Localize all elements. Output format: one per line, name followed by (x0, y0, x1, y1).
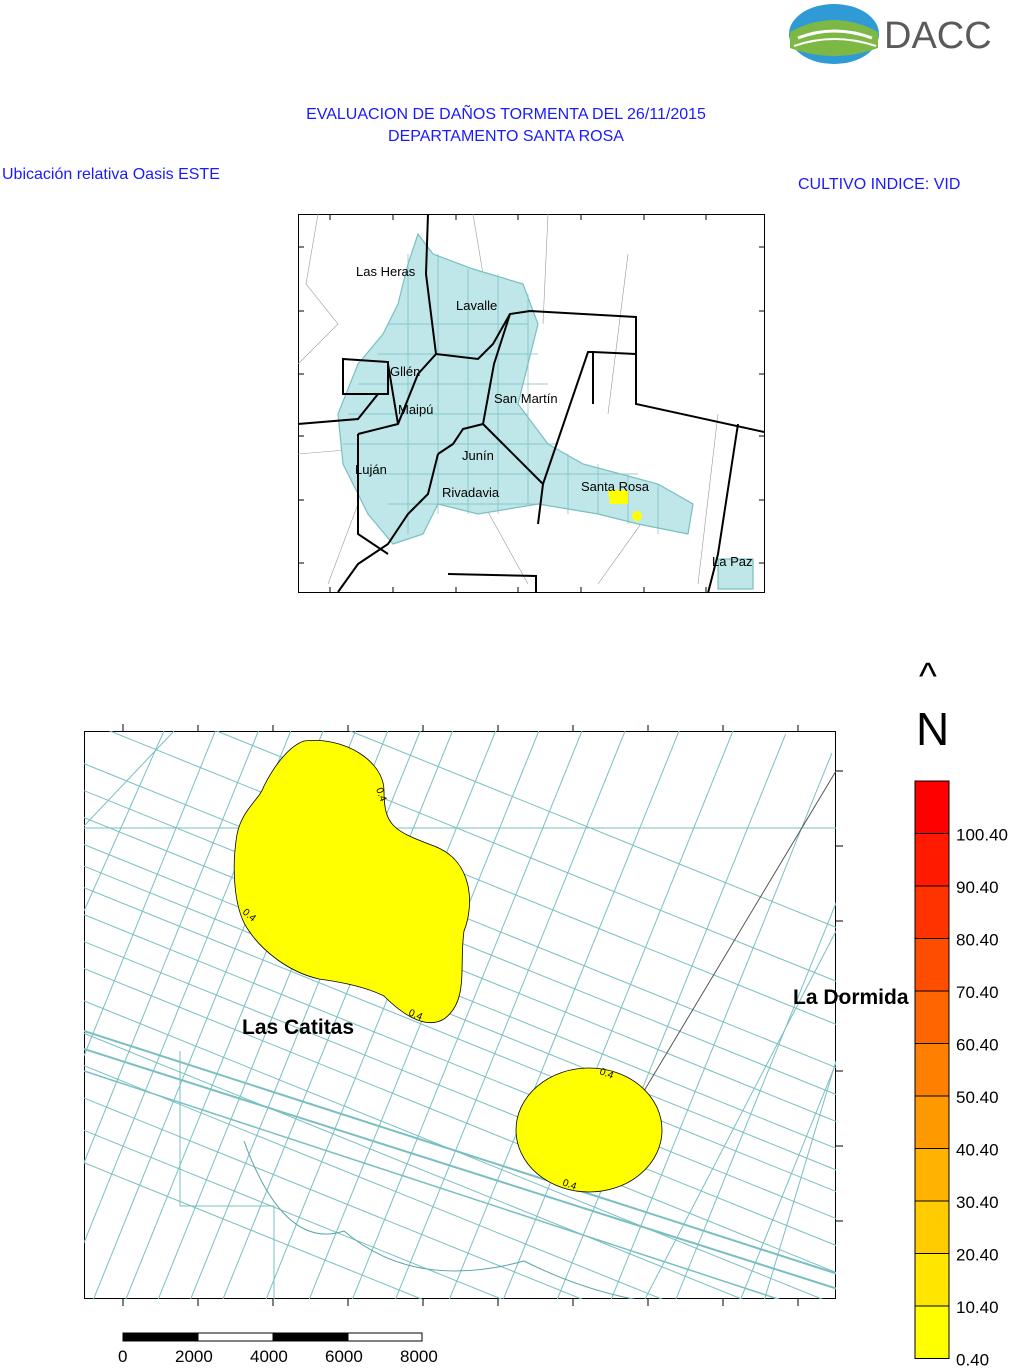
dept-label-las-heras: Las Heras (356, 264, 416, 279)
dept-label-santa-rosa: Santa Rosa (581, 479, 649, 494)
contour-label-3: 0.4 (406, 1007, 424, 1023)
legend-band (915, 1149, 949, 1202)
legend-tick-label: 80.40 (956, 930, 999, 950)
damage-contour-south (516, 1068, 662, 1192)
title-line-2: DEPARTAMENTO SANTA ROSA (388, 128, 624, 145)
brand-name: DACC (884, 15, 992, 57)
dept-label-san-martin: San Martín (494, 391, 558, 406)
dept-label-lujan: Luján (355, 462, 387, 477)
dept-label-lavalle: Lavalle (456, 298, 498, 313)
legend-band (915, 939, 949, 992)
legend-tick-label: 90.40 (956, 878, 999, 897)
legend-band (915, 781, 949, 834)
north-arrow (910, 655, 960, 755)
legend-band (915, 1306, 949, 1359)
contour-label-1: 0.4 (373, 786, 389, 804)
scale-label-0: 0 (118, 1347, 128, 1366)
north-caret: ^ (919, 656, 937, 698)
legend-tick-label: 70.40 (956, 983, 999, 1002)
main-map (84, 731, 909, 1301)
legend-tick-label: 50.40 (956, 1088, 999, 1107)
contour-label-5: 0.4 (560, 1177, 578, 1193)
legend-tick-label: 10.40 (956, 1298, 999, 1317)
legend-band (915, 1096, 949, 1149)
dept-label-rivadavia: Rivadavia (442, 485, 500, 500)
legend-band (915, 886, 949, 939)
legend-tick-label: 100.40 (956, 825, 1008, 845)
crop-index: CULTIVO INDICE: VID (798, 176, 961, 193)
title-line-1: EVALUACION DE DAÑOS TORMENTA DEL 26/11/2015 (306, 106, 706, 123)
legend-band (915, 991, 949, 1044)
dept-label-guaymallen: Gllén (390, 364, 421, 379)
legend-tick-label: 40.40 (956, 1140, 999, 1160)
scale-label-2000: 2000 (175, 1347, 213, 1366)
inset-damage-area-2 (632, 511, 642, 521)
legend-band (915, 1044, 949, 1097)
scale-label-6000: 6000 (325, 1347, 363, 1366)
legend-band (915, 834, 949, 887)
color-legend (914, 780, 1030, 1372)
dacc-logo (788, 2, 998, 66)
location-note: Ubicación relativa Oasis ESTE (2, 166, 220, 183)
legend-band (915, 1254, 949, 1307)
main-map-ticks (76, 723, 846, 733)
scale-label-4000: 4000 (250, 1347, 288, 1366)
dept-label-la-paz: La Paz (712, 554, 753, 569)
dept-label-junin: Junín (462, 448, 494, 463)
place-label-las-catitas: Las Catitas (242, 1016, 355, 1039)
contour-label-2: 0.4 (240, 906, 258, 925)
scale-label-8000: 8000 (400, 1347, 438, 1366)
inset-map (298, 214, 766, 594)
place-label-la-dormida: La Dormida (793, 986, 909, 1009)
scale-bar (108, 1330, 448, 1372)
legend-tick-label: 30.40 (956, 1193, 999, 1212)
legend-tick-label: 0.40 (956, 1350, 990, 1370)
north-letter: N (916, 703, 950, 755)
legend-tick-label: 20.40 (956, 1245, 999, 1265)
contour-label-4: 0.4 (597, 1066, 615, 1082)
dept-label-maipu: Maipú (398, 402, 434, 417)
legend-band (915, 1201, 949, 1254)
legend-tick-label: 60.40 (956, 1035, 999, 1055)
